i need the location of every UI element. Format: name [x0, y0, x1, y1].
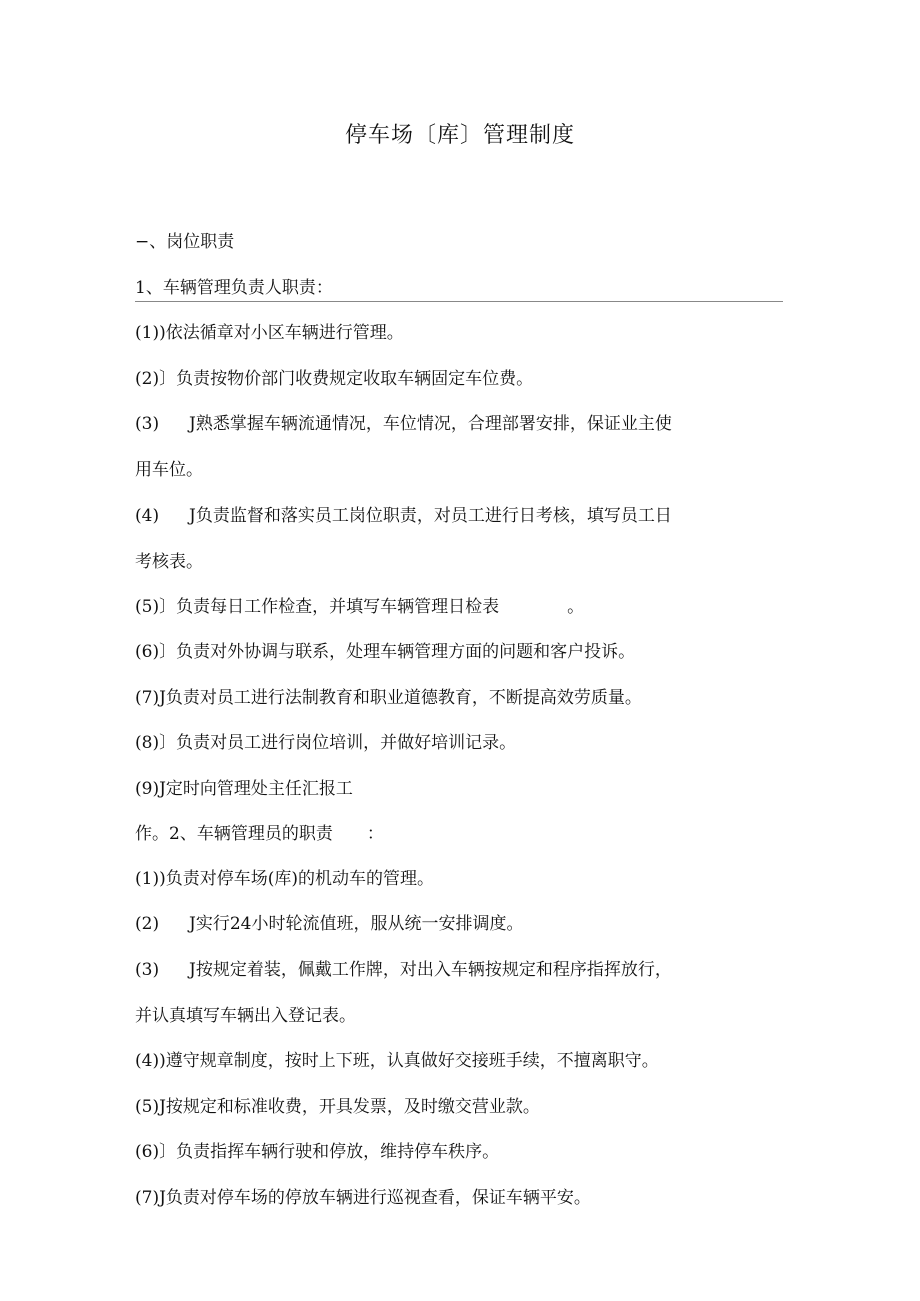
list-item: (3) J按规定着装，佩戴工作牌，对出入车辆按规定和程序指挥放行，	[135, 960, 672, 980]
list-item-continuation: 考核表。	[135, 552, 203, 572]
list-item: (3) J熟悉掌握车辆流通情况，车位情况，合理部署安排，保证业主使	[135, 414, 672, 434]
list-item: (4) J负责监督和落实员工岗位职责，对员工进行日考核，填写员工日	[135, 506, 672, 526]
heading-underline	[135, 301, 783, 302]
list-item: (6)〕负责对外协调与联系，处理车辆管理方面的问题和客户投诉。	[135, 642, 636, 662]
list-item: (1))负责对停车场(库)的机动车的管理。	[135, 869, 434, 889]
list-item: (5)〕负责每日工作检查，并填写车辆管理日检表 。	[135, 597, 585, 617]
list-item: (5)J按规定和标准收费，开具发票，及时缴交营业款。	[135, 1097, 540, 1117]
list-item: (9)J定时向管理处主任汇报工	[135, 779, 353, 799]
list-item: (7)J负责对员工进行法制教育和职业道德教育，不断提高效劳质量。	[135, 688, 642, 708]
list-item: (2) J实行24小时轮流值班，服从统一安排调度。	[135, 914, 524, 934]
list-item-continuation: 用车位。	[135, 460, 203, 480]
list-item: (1))依法循章对小区车辆进行管理。	[135, 323, 404, 343]
list-item: (6)〕负责指挥车辆行驶和停放，维持停车秩序。	[135, 1142, 500, 1162]
list-item: (4))遵守规章制度，按时上下班，认真做好交接班手续，不擅离职守。	[135, 1051, 659, 1071]
section-heading: −、岗位职责	[135, 232, 235, 252]
list-item-continuation: 并认真填写车辆出入登记表。	[135, 1006, 356, 1026]
subsection-heading: 作。2、车辆管理员的职责 ：	[135, 824, 384, 844]
document-title: 停车场〔库〕管理制度	[344, 123, 575, 148]
list-item: (2)〕负责按物价部门收费规定收取车辆固定车位费。	[135, 369, 534, 389]
subsection-heading: 1、车辆管理负责人职责：	[135, 278, 333, 298]
list-item: (7)J负责对停车场的停放车辆进行巡视查看，保证车辆平安。	[135, 1188, 591, 1208]
list-item: (8)〕负责对员工进行岗位培训，并做好培训记录。	[135, 733, 517, 753]
